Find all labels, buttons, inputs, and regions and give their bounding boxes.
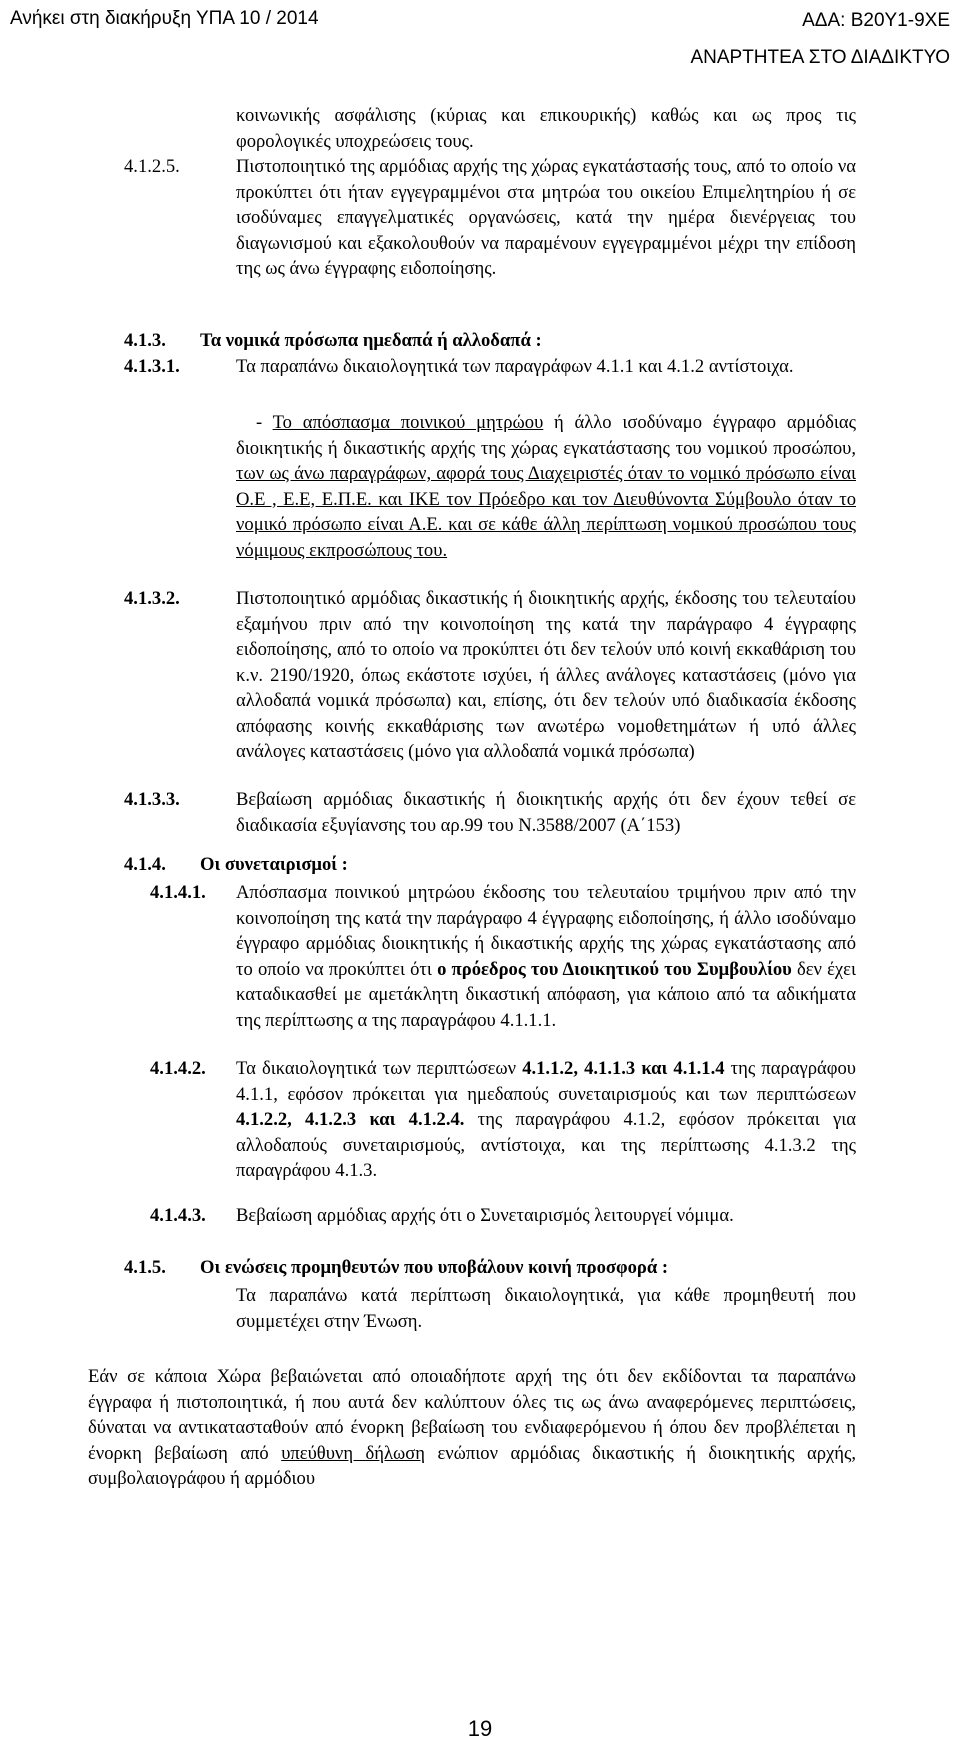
note-dash: - <box>256 412 273 433</box>
section-4124-continuation: κοινωνικής ασφάλισης (κύριας και επικουρικής) καθώς και ως προς τις φορολογικές υποχρεώσεις τους. <box>236 105 856 152</box>
section-415-text: Τα παραπάνω κατά περίπτωση δικαιολογητικά, για κάθε προμηθευτή που συμμετέχει στην Ένωση. <box>236 1285 856 1332</box>
section-414-title: Οι συνεταιρισμοί : <box>200 854 348 875</box>
closing-part-1: Εάν σε κάποια Χώρα βεβαιώνεται από οποιαδήποτε αρχή της ότι δεν εκδίδονται τα παραπάνω έγγραφα ή πιστοποιητικά, ή που αυτά δεν καλύπτουν όλες τις ως άνω αναφερόμενες περιπτώσεις, δύναται να αντικατασταθούν από ένορκη βεβαίωση του ενδιαφερόμενου ή όπου δεν προβλέπεται η ένορκη βεβαίωση από <box>88 1366 856 1464</box>
header-left: Ανήκει στη διακήρυξη ΥΠΑ 10 / 2014 <box>10 8 319 29</box>
section-4131-criminal-record-note <box>236 410 856 563</box>
section-415-title: Οι ενώσεις προμηθευτών που υποβάλουν κοινή προσφορά : <box>200 1257 669 1278</box>
note-part-3: των ως άνω παραγράφων, αφορά τους Διαχειριστές όταν το νομικό πρόσωπο είναι Ο.Ε , Ε.Ε, Ε.Π.Ε. και ΙΚΕ τον Πρόεδρο και τον Διευθύνοντα Σύμβουλο όταν το νομικό πρόσωπο είναι Α.Ε. και σε κάθε άλλη περίπτωση νομικού προσώπου τους νόμιμους εκπροσώπους του. <box>236 463 856 561</box>
section-4131-text: Τα παραπάνω δικαιολογητικά των παραγράφων 4.1.1 και 4.1.2 αντίστοιχα. <box>236 356 794 377</box>
note-part-1: Το απόσπασμα ποινικού μητρώου <box>272 412 544 433</box>
section-4141-part-2: δεν έχει καταδικασθεί με αμετάκλητη δικαστική απόφαση, για κάποιο από τα αδικήματα της περίπτωσης α της παραγράφου 4.1.1.1. <box>236 958 856 1031</box>
section-4125-text: Πιστοποιητικό της αρμόδιας αρχής της χώρας εγκατάστασής τους, από το οποίο να προκύπτει ότι ήταν εγγεγραμμένοι στα μητρώα του οικείου Επιμελητηρίου ή σε ισοδύναμες επαγγελματικές οργανώσεις, κατά την ημέρα διενέργειας του διαγωνισμού και εξακολουθούν να παραμένουν εγγεγραμμένοι μέχρι την επίδοση της ως άνω έγγραφης ειδοποίησης. <box>236 156 856 279</box>
section-4141-part-1: Απόσπασμα ποινικού μητρώου έκδοσης του τελευταίου τριμήνου πριν από την κοινοποίηση της κατά την παράγραφο 4 έγγραφης ειδοποίησης, ή άλλο ισοδύναμο έγγραφο αρμόδιας διοικητικής ή δικαστικής αρχής της χώρας εγκατάστασης από το οποίο να προκύπτει ότι <box>236 882 856 980</box>
section-413-title: Τα νομικά πρόσωπα ημεδαπά ή αλλοδαπά : <box>200 330 542 351</box>
page-number: 19 <box>467 1716 493 1741</box>
section-4142-number: 4.1.4.2. <box>150 1058 206 1079</box>
section-4133-text: Βεβαίωση αρμόδιας δικαστικής ή διοικητικής αρχής ότι δεν έχουν τεθεί σε διαδικασία εξυγίανσης του αρ.99 του Ν.3588/2007 (Α΄153) <box>236 789 856 836</box>
section-414-number: 4.1.4. <box>124 854 166 875</box>
section-4142-text <box>236 1056 856 1184</box>
closing-underlined: υπεύθυνη δήλωση <box>281 1442 425 1464</box>
ada-code: ΑΔΑ: Β20Υ1-9ΧΕ <box>802 10 950 31</box>
section-4125-number: 4.1.2.5. <box>124 156 180 177</box>
closing-paragraph <box>88 1364 856 1492</box>
closing-part-2: ενώπιον αρμόδιας δικαστικής ή διοικητικής αρχής, συμβολαιογράφου ή αρμόδιου <box>88 1442 856 1489</box>
section-4143-number: 4.1.4.3. <box>150 1205 206 1226</box>
section-4142-bold-2: 4.1.2.2, 4.1.2.3 και 4.1.2.4. <box>236 1109 465 1130</box>
section-4142-part-2: της παραγράφου 4.1.1, εφόσον πρόκειται για ημεδαπούς συνεταιρισμούς και των περιπτώσεων <box>236 1058 856 1105</box>
section-4132-text: Πιστοποιητικό αρμόδιας δικαστικής ή διοικητικής αρχής, έκδοσης του τελευταίου εξαμήνου πριν από την κοινοποίηση της κατά την παράγραφο 4 έγγραφης ειδοποίησης, από το οποίο να προκύπτει ότι δεν τελούν υπό κοινή εκκαθάριση του κ.ν. 2190/1920, όπως εκάστοτε ισχύει, ή άλλες ανάλογες καταστάσεις (μόνο για αλλοδαπά νομικά πρόσωπα) και, επίσης, ότι δεν τελούν υπό διαδικασία έκδοσης απόφασης κοινής εκκαθάρισης των ανωτέρω νομοθετημάτων ή υπό άλλες ανάλογες καταστάσεις (μόνο για αλλοδαπά νομικά πρόσωπα) <box>236 588 856 762</box>
section-4142-part-1: Τα δικαιολογητικά των περιπτώσεων <box>236 1058 523 1079</box>
section-4142-part-3: της παραγράφου 4.1.2, εφόσον πρόκειται για αλλοδαπούς συνεταιρισμούς, αντίστοιχα, και της περίπτωσης 4.1.3.2 της παραγράφου 4.1.3. <box>236 1109 856 1181</box>
published-label: ΑΝΑΡΤΗΤΕΑ ΣΤΟ ΔΙΑΔΙΚΤΥΟ <box>690 47 950 68</box>
section-4131-number: 4.1.3.1. <box>124 356 180 377</box>
section-4132-number: 4.1.3.2. <box>124 588 180 609</box>
section-4142-bold-1: 4.1.1.2, 4.1.1.3 και 4.1.1.4 <box>522 1058 725 1079</box>
section-4143-text: Βεβαίωση αρμόδιας αρχής ότι ο Συνεταιρισμός λειτουργεί νόμιμα. <box>236 1205 734 1226</box>
section-4141-text <box>236 880 856 1033</box>
section-4133-number: 4.1.3.3. <box>124 789 180 810</box>
section-415-number: 4.1.5. <box>124 1257 166 1278</box>
section-413-number: 4.1.3. <box>124 330 166 351</box>
header-right <box>690 2 950 76</box>
section-4141-bold: ο πρόεδρος του Διοικητικού του Συμβουλίου <box>437 958 792 980</box>
note-part-2: ή άλλο ισοδύναμο έγγραφο αρμόδιας διοικητικής ή δικαστικής αρχής της χώρας εγκατάστασης του νομικού προσώπου, <box>236 412 856 459</box>
section-4141-number: 4.1.4.1. <box>150 882 206 903</box>
